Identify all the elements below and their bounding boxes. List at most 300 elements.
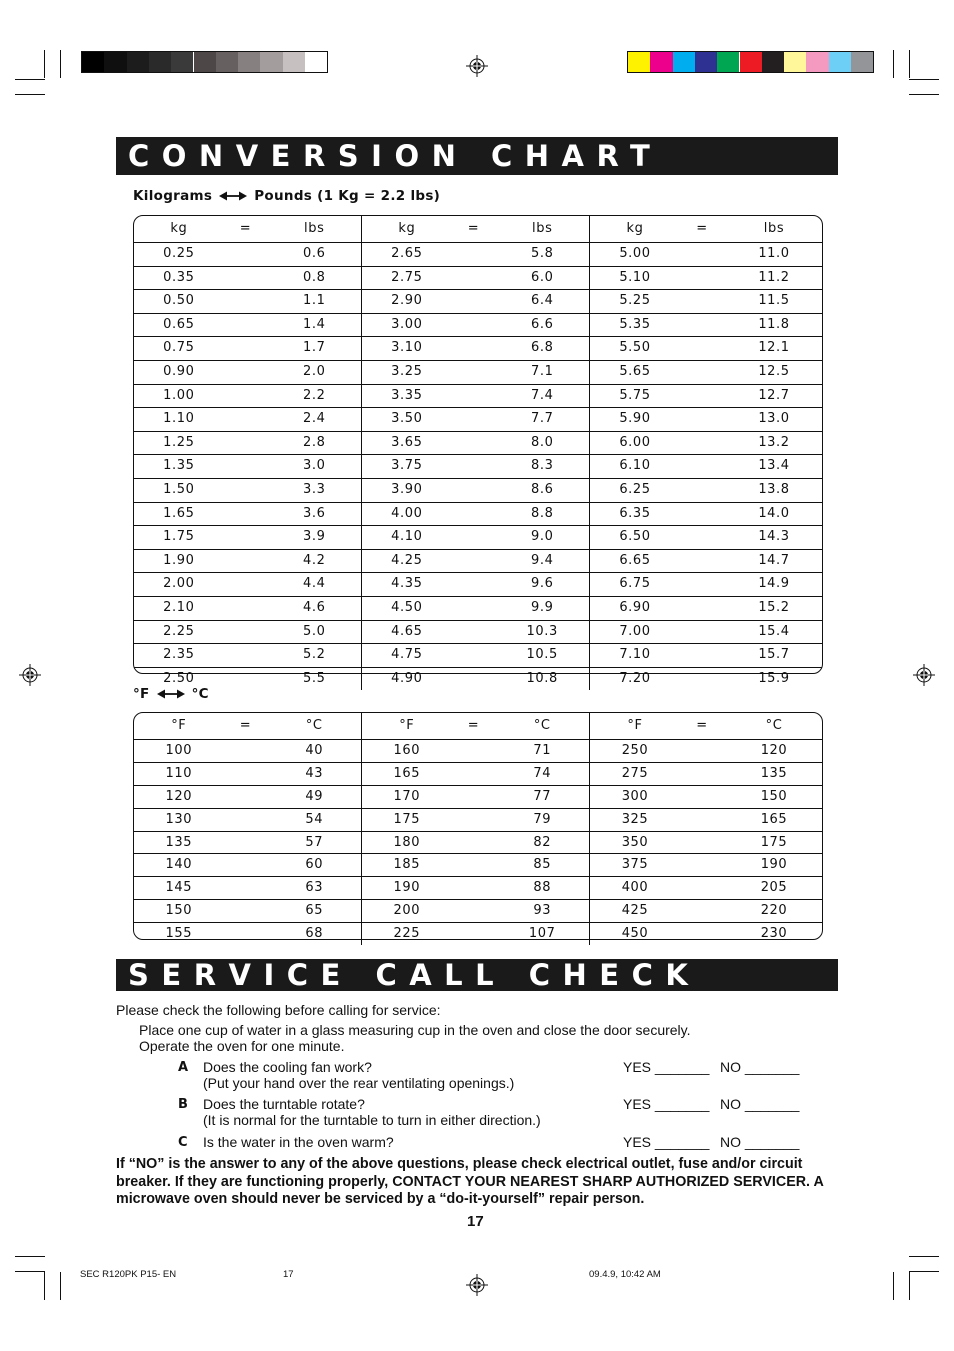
table-cell: 2.65 — [391, 246, 423, 261]
table-spacer — [224, 900, 268, 922]
table-cell: 0.65 — [163, 316, 195, 332]
registration-mark-icon — [466, 1274, 488, 1296]
table-row — [134, 455, 822, 479]
crop-mark — [15, 79, 45, 80]
table-spacer — [680, 267, 724, 290]
table-header-cell: lbs — [763, 221, 785, 236]
table-header-cell: °F — [171, 718, 187, 733]
table-spacer — [452, 786, 496, 808]
table-spacer — [224, 809, 268, 831]
table-cell: 160 — [393, 743, 421, 758]
table-cell: 2.90 — [391, 293, 423, 309]
crop-mark — [15, 94, 45, 95]
table-spacer — [224, 290, 268, 313]
table-spacer — [680, 385, 724, 408]
table-cell: 40 — [305, 743, 324, 758]
table-cell: 1.10 — [163, 411, 195, 427]
table-cell: 7.00 — [619, 623, 651, 639]
no-field[interactable]: NO _______ — [720, 1096, 800, 1112]
table-header-cell: °F — [399, 718, 415, 733]
table-spacer — [680, 740, 724, 762]
crop-mark — [909, 50, 910, 78]
table-cell: 11.2 — [758, 269, 790, 285]
table-spacer — [224, 597, 268, 620]
crop-mark — [44, 1272, 45, 1300]
table-cell: 5.10 — [619, 269, 651, 285]
table-header-row — [134, 216, 822, 243]
table-spacer — [680, 597, 724, 620]
table-spacer — [452, 408, 496, 431]
table-cell: 49 — [305, 788, 324, 804]
service-warning: If “NO” is the answer to any of the above questions, please check electrical outlet, fuse and/or circuit breaker. If they are functioning properly, CONTACT YOUR NEAREST SHARP AUTHORIZED SERVICER. A microwave oven should never be serviced by a “do-it-yourself” repair person. — [116, 1156, 824, 1207]
table-row — [134, 573, 822, 597]
table-spacer — [680, 621, 724, 644]
table-cell: 175 — [760, 834, 788, 850]
table-cell: 4.90 — [391, 670, 423, 686]
table-spacer — [224, 408, 268, 431]
table-cell: 130 — [165, 811, 193, 827]
table-cell: 7.1 — [530, 363, 554, 379]
table-cell: 6.00 — [619, 434, 651, 450]
table-cell: 15.4 — [758, 623, 790, 639]
table-cell: 1.50 — [163, 481, 195, 497]
table-cell: 2.75 — [391, 269, 423, 285]
table-cell: 4.6 — [302, 599, 326, 615]
table-cell: 11.0 — [758, 246, 790, 261]
table-spacer — [680, 337, 724, 360]
table-spacer — [224, 550, 268, 573]
table-cell: 13.4 — [758, 458, 790, 474]
table-cell: 165 — [393, 765, 421, 781]
table-spacer — [680, 526, 724, 549]
table-row — [134, 621, 822, 645]
table-spacer — [680, 573, 724, 596]
table-cell: 225 — [393, 926, 421, 942]
table-row — [134, 337, 822, 361]
table-spacer — [680, 877, 724, 899]
table-header-cell: lbs — [532, 221, 553, 236]
table-cell: 7.10 — [619, 647, 651, 663]
table-cell: 1.35 — [163, 458, 195, 474]
table-cell: 3.00 — [391, 316, 423, 332]
table-spacer — [452, 503, 496, 526]
temperature-subheading — [133, 686, 209, 702]
table-header-cell: °F — [627, 718, 643, 733]
table-header-row — [134, 713, 822, 740]
table-header-cell: kg — [170, 221, 188, 236]
table-cell: 1.75 — [163, 529, 195, 545]
table-cell: 250 — [621, 743, 649, 758]
table-cell: 5.00 — [619, 246, 651, 261]
yes-field[interactable]: YES _______ — [623, 1134, 710, 1150]
table-cell: 190 — [760, 857, 788, 873]
crop-mark — [15, 1271, 45, 1272]
table-header-cell: °C — [765, 718, 783, 733]
table-cell: 5.25 — [619, 293, 651, 309]
table-spacer — [680, 832, 724, 854]
table-cell: 2.10 — [163, 599, 195, 615]
table-spacer — [452, 573, 496, 596]
table-spacer — [680, 408, 724, 431]
crop-mark — [909, 94, 939, 95]
table-spacer — [452, 668, 496, 691]
table-row — [134, 854, 822, 877]
table-cell: 6.90 — [619, 599, 651, 615]
table-cell: 400 — [621, 880, 649, 896]
table-spacer — [680, 479, 724, 502]
color-bar-outline — [627, 51, 874, 73]
question-text: Does the cooling fan work? — [203, 1059, 372, 1075]
table-cell: 3.3 — [302, 481, 326, 497]
table-cell: 1.90 — [163, 552, 195, 568]
crop-mark — [60, 50, 61, 78]
table-spacer — [680, 243, 724, 266]
temperature-label-left: °F — [133, 686, 150, 702]
table-row — [134, 740, 822, 763]
table-cell: 12.5 — [758, 363, 790, 379]
question-letter: B — [178, 1097, 188, 1112]
table-spacer — [452, 337, 496, 360]
table-spacer — [224, 740, 268, 762]
table-cell: 3.6 — [302, 505, 326, 521]
table-cell: 5.65 — [619, 363, 651, 379]
table-header-cell: kg — [626, 221, 644, 236]
table-cell: 3.90 — [391, 481, 423, 497]
table-cell: 4.10 — [391, 529, 423, 545]
table-row — [134, 408, 822, 432]
table-cell: 12.7 — [758, 387, 790, 403]
table-spacer — [452, 479, 496, 502]
table-spacer — [224, 314, 268, 337]
table-row — [134, 832, 822, 855]
table-row — [134, 644, 822, 668]
table-spacer — [224, 503, 268, 526]
table-cell: 450 — [621, 926, 649, 942]
table-cell: 79 — [533, 811, 552, 827]
table-cell: 12.1 — [758, 340, 790, 356]
table-row — [134, 479, 822, 503]
table-cell: 71 — [533, 743, 552, 758]
table-cell: 120 — [760, 743, 788, 758]
table-header-cell: = — [696, 718, 708, 733]
table-cell: 325 — [621, 811, 649, 827]
table-spacer — [452, 763, 496, 785]
table-row — [134, 503, 822, 527]
crop-mark — [893, 1272, 894, 1300]
table-cell: 110 — [165, 765, 193, 781]
table-spacer — [224, 786, 268, 808]
table-cell: 9.0 — [530, 529, 554, 545]
color-bar-outline — [81, 51, 328, 73]
table-cell: 140 — [165, 857, 193, 873]
table-cell: 1.65 — [163, 505, 195, 521]
table-cell: 8.6 — [530, 481, 554, 497]
no-field[interactable]: NO _______ — [720, 1059, 800, 1075]
table-cell: 185 — [393, 857, 421, 873]
table-spacer — [224, 455, 268, 478]
table-cell: 5.2 — [302, 647, 326, 663]
table-header-cell: = — [239, 221, 252, 236]
table-cell: 6.8 — [530, 340, 554, 356]
table-cell: 6.6 — [530, 316, 554, 332]
table-cell: 14.3 — [758, 529, 790, 545]
table-spacer — [224, 877, 268, 899]
table-spacer — [680, 361, 724, 384]
table-cell: 120 — [165, 788, 193, 804]
table-cell: 155 — [165, 926, 193, 942]
table-cell: 4.35 — [391, 576, 423, 592]
no-field[interactable]: NO _______ — [720, 1134, 800, 1150]
table-cell: 2.4 — [302, 411, 326, 427]
table-cell: 10.3 — [526, 623, 558, 639]
table-row — [134, 314, 822, 338]
table-spacer — [680, 900, 724, 922]
table-spacer — [452, 644, 496, 667]
table-spacer — [452, 432, 496, 455]
table-cell: 2.2 — [302, 387, 326, 403]
table-cell: 150 — [760, 788, 788, 804]
table-header-cell: = — [239, 718, 252, 733]
table-spacer — [452, 809, 496, 831]
table-cell: 65 — [305, 903, 324, 919]
table-cell: 5.90 — [619, 411, 651, 427]
page-number: 17 — [467, 1213, 484, 1230]
table-cell: 220 — [760, 903, 788, 919]
table-cell: 5.8 — [530, 246, 554, 261]
table-cell: 43 — [305, 765, 324, 781]
table-spacer — [452, 361, 496, 384]
double-arrow-icon — [157, 689, 185, 699]
table-cell: 15.7 — [758, 647, 790, 663]
temperature-label-right: °C — [191, 686, 209, 702]
crop-mark — [909, 1271, 939, 1272]
table-cell: 2.00 — [163, 576, 195, 592]
table-cell: 4.2 — [302, 552, 326, 568]
table-spacer — [680, 432, 724, 455]
table-row — [134, 432, 822, 456]
table-row — [134, 668, 822, 691]
table-cell: 6.0 — [530, 269, 554, 285]
table-spacer — [452, 900, 496, 922]
table-cell: 6.75 — [619, 576, 651, 592]
table-cell: 135 — [165, 834, 193, 850]
table-cell: 205 — [760, 880, 788, 896]
table-spacer — [452, 854, 496, 876]
table-cell: 7.7 — [530, 411, 554, 427]
table-cell: 15.9 — [758, 670, 790, 686]
table-cell: 8.8 — [530, 505, 554, 521]
table-cell: 6.65 — [619, 552, 651, 568]
table-cell: 14.7 — [758, 552, 790, 568]
table-header-cell: = — [696, 221, 708, 236]
table-cell: 0.75 — [163, 340, 195, 356]
table-row — [134, 267, 822, 291]
table-cell: 1.25 — [163, 434, 195, 450]
service-call-check-title: SERVICE CALL CHECK — [116, 959, 838, 991]
table-cell: 88 — [533, 880, 552, 896]
table-cell: 1.00 — [163, 387, 195, 403]
table-cell: 5.75 — [619, 387, 651, 403]
table-cell: 9.6 — [530, 576, 554, 592]
table-spacer — [680, 550, 724, 573]
table-cell: 150 — [165, 903, 193, 919]
table-spacer — [680, 763, 724, 785]
table-row — [134, 597, 822, 621]
table-cell: 4.50 — [391, 599, 423, 615]
table-cell: 3.50 — [391, 411, 423, 427]
table-header-cell: °C — [305, 718, 323, 733]
table-cell: 13.0 — [758, 411, 790, 427]
footer-file-name: SEC R120PK P15- EN — [80, 1269, 177, 1280]
table-cell: 0.25 — [163, 246, 195, 261]
footer-timestamp: 09.4.9, 10:42 AM — [589, 1269, 661, 1280]
table-header-cell: kg — [398, 221, 416, 236]
table-row — [134, 385, 822, 409]
table-cell: 425 — [621, 903, 649, 919]
table-spacer — [680, 809, 724, 831]
table-cell: 82 — [533, 834, 552, 850]
yes-field[interactable]: YES _______ — [623, 1096, 710, 1112]
table-row — [134, 526, 822, 550]
table-row — [134, 877, 822, 900]
weight-label-left: Kilograms — [133, 188, 213, 204]
table-cell: 180 — [393, 834, 421, 850]
table-spacer — [680, 503, 724, 526]
table-header-cell: = — [467, 718, 480, 733]
table-cell: 2.35 — [163, 647, 195, 663]
table-cell: 6.35 — [619, 505, 651, 521]
service-instruction: Place one cup of water in a glass measuring cup in the oven and close the door securely. — [139, 1022, 691, 1038]
table-cell: 6.25 — [619, 481, 651, 497]
table-row — [134, 786, 822, 809]
question-note: (It is normal for the turntable to turn in either direction.) — [203, 1112, 541, 1128]
table-cell: 100 — [165, 743, 193, 758]
table-cell: 375 — [621, 857, 649, 873]
table-spacer — [224, 479, 268, 502]
table-cell: 4.00 — [391, 505, 423, 521]
table-cell: 7.20 — [619, 670, 651, 686]
table-cell: 11.8 — [758, 316, 790, 332]
table-cell: 300 — [621, 788, 649, 804]
crop-mark — [909, 79, 939, 80]
crop-mark — [909, 1256, 939, 1257]
table-spacer — [452, 385, 496, 408]
table-row — [134, 361, 822, 385]
table-spacer — [224, 832, 268, 854]
table-cell: 4.75 — [391, 647, 423, 663]
table-spacer — [452, 832, 496, 854]
crop-mark — [15, 1256, 45, 1257]
registration-mark-icon — [19, 664, 41, 686]
table-spacer — [452, 243, 496, 266]
yes-field[interactable]: YES _______ — [623, 1059, 710, 1075]
table-cell: 3.9 — [302, 529, 326, 545]
table-cell: 60 — [305, 857, 324, 873]
table-cell: 6.10 — [619, 458, 651, 474]
table-cell: 4.65 — [391, 623, 423, 639]
table-spacer — [452, 740, 496, 762]
table-cell: 8.0 — [530, 434, 554, 450]
table-cell: 2.8 — [302, 434, 326, 450]
registration-mark-icon — [913, 664, 935, 686]
table-cell: 170 — [393, 788, 421, 804]
table-cell: 0.6 — [302, 246, 326, 261]
table-cell: 3.25 — [391, 363, 423, 379]
table-spacer — [452, 526, 496, 549]
table-cell: 0.50 — [163, 293, 195, 309]
table-cell: 63 — [305, 880, 324, 896]
table-spacer — [680, 290, 724, 313]
table-spacer — [680, 854, 724, 876]
table-spacer — [680, 786, 724, 808]
table-cell: 3.35 — [391, 387, 423, 403]
table-spacer — [452, 597, 496, 620]
crop-mark — [60, 1272, 61, 1300]
question-letter: C — [178, 1135, 188, 1150]
table-spacer — [224, 432, 268, 455]
table-cell: 2.0 — [302, 363, 326, 379]
table-spacer — [452, 267, 496, 290]
table-spacer — [224, 644, 268, 667]
table-cell: 135 — [760, 765, 788, 781]
registration-mark-icon — [466, 55, 488, 77]
table-spacer — [680, 314, 724, 337]
table-spacer — [224, 361, 268, 384]
table-cell: 0.8 — [302, 269, 326, 285]
table-spacer — [224, 668, 268, 691]
table-cell: 165 — [760, 811, 788, 827]
table-spacer — [224, 243, 268, 266]
crop-mark — [44, 50, 45, 78]
table-cell: 3.10 — [391, 340, 423, 356]
table-cell: 6.4 — [530, 293, 554, 309]
table-row — [134, 243, 822, 267]
table-spacer — [680, 644, 724, 667]
table-cell: 0.90 — [163, 363, 195, 379]
table-spacer — [224, 385, 268, 408]
table-cell: 11.5 — [758, 293, 790, 309]
table-cell: 10.5 — [526, 647, 558, 663]
table-cell: 0.35 — [163, 269, 195, 285]
table-cell: 175 — [393, 811, 421, 827]
conversion-chart-title: CONVERSION CHART — [116, 137, 838, 175]
table-header-cell: lbs — [304, 221, 325, 236]
table-cell: 3.75 — [391, 458, 423, 474]
table-cell: 14.0 — [758, 505, 790, 521]
table-cell: 13.2 — [758, 434, 790, 450]
crop-mark — [893, 50, 894, 78]
table-header-cell: °C — [533, 718, 551, 733]
weight-label-right: Pounds (1 Kg = 2.2 lbs) — [254, 188, 441, 204]
table-spacer — [680, 455, 724, 478]
table-cell: 350 — [621, 834, 649, 850]
table-spacer — [224, 854, 268, 876]
table-row — [134, 923, 822, 945]
footer-page: 17 — [283, 1269, 294, 1280]
table-spacer — [680, 668, 724, 691]
table-cell: 5.50 — [619, 340, 651, 356]
table-cell: 2.50 — [163, 670, 195, 686]
question-note: (Put your hand over the rear ventilating openings.) — [203, 1075, 515, 1091]
service-intro: Please check the following before calling for service: — [116, 1002, 441, 1018]
table-cell: 6.50 — [619, 529, 651, 545]
question-text: Does the turntable rotate? — [203, 1096, 365, 1112]
table-spacer — [224, 621, 268, 644]
table-spacer — [680, 923, 724, 945]
table-cell: 74 — [533, 765, 552, 781]
table-spacer — [224, 923, 268, 945]
table-cell: 8.3 — [530, 458, 554, 474]
